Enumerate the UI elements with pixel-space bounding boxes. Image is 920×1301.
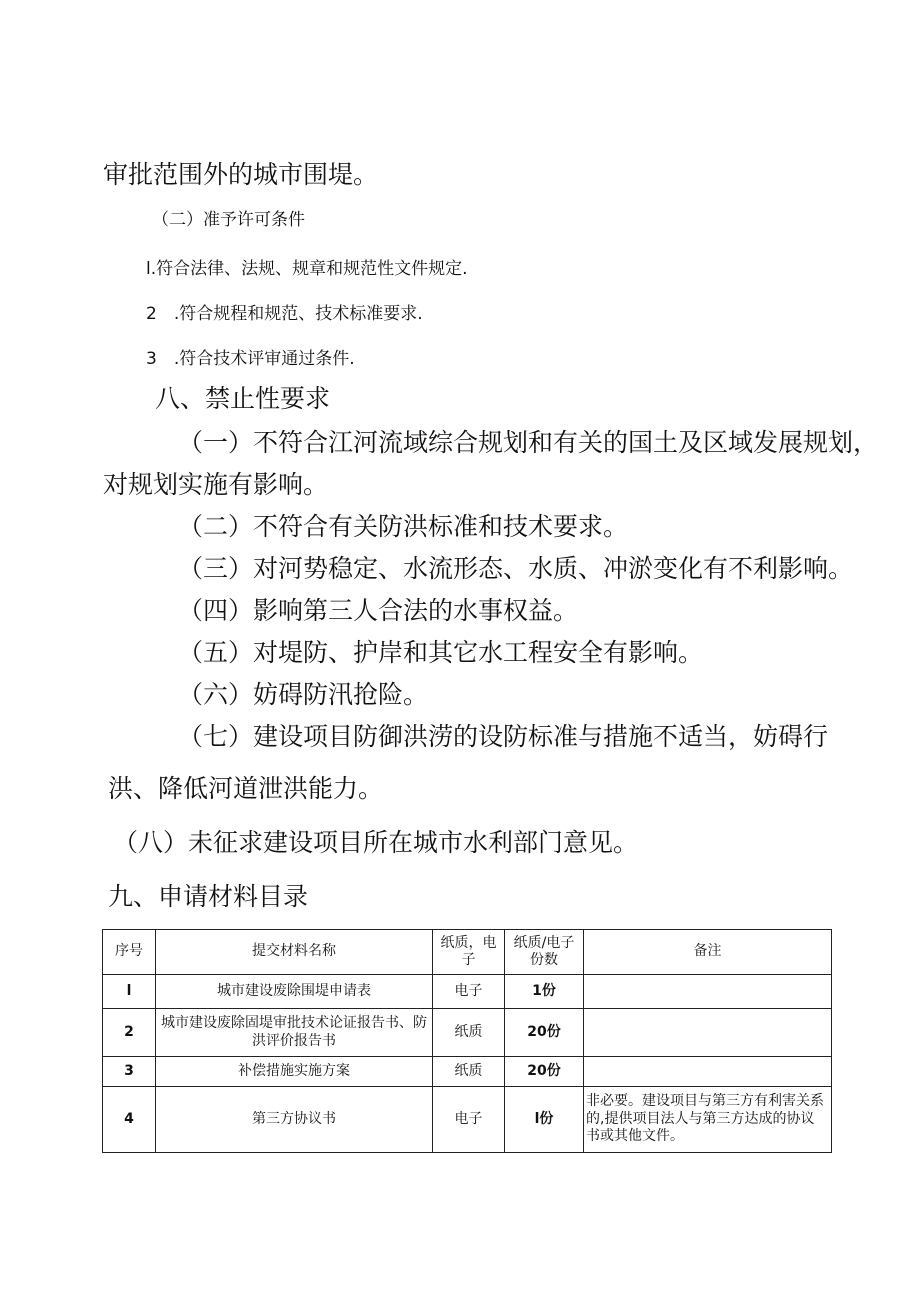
header-notes: 备注	[584, 930, 832, 975]
table-header-row	[103, 930, 832, 975]
subheading-approval-conditions: （二）准予许可条件	[152, 210, 305, 230]
cell-copies: l份	[505, 1087, 584, 1153]
header-index: 序号	[103, 930, 156, 975]
cell-notes	[584, 1057, 832, 1087]
table-row	[103, 1009, 832, 1057]
cell-format: 电子	[433, 975, 505, 1009]
section-heading-materials: 九、申请材料目录	[108, 882, 309, 911]
prohibition-item-6: （六）妨碍防汛抢险。	[178, 680, 429, 709]
prohibition-item-2: （二）不符合有关防洪标准和技术要求。	[178, 512, 629, 541]
cell-format: 纸质	[433, 1057, 505, 1087]
header-format: 纸质，电子	[433, 930, 505, 975]
cell-material-name: 补偿措施实施方案	[156, 1057, 433, 1087]
cell-material-name: 第三方协议书	[156, 1087, 433, 1153]
cell-index: 2	[103, 1009, 156, 1057]
cell-index: 3	[103, 1057, 156, 1087]
cell-copies: 20份	[505, 1057, 584, 1087]
prohibition-item-3: （三）对河势稳定、水流形态、水质、冲淤变化有不利影响。	[178, 554, 854, 583]
cell-notes: 非必要。建设项目与第三方有利害关系的,提供项目法人与第三方达成的协议书或其他文件。	[584, 1087, 832, 1153]
table-row	[103, 975, 832, 1009]
text-line-scope-end: 审批范围外的城市围堤。	[103, 160, 379, 189]
cell-notes	[584, 1009, 832, 1057]
condition-item-2: 2 .符合规程和规范、技术标准要求.	[146, 304, 423, 324]
cell-copies: 20份	[505, 1009, 584, 1057]
prohibition-item-1-cont: 对规划实施有影响。	[103, 470, 329, 499]
header-copies: 纸质/电子份数	[505, 930, 584, 975]
cell-format: 纸质	[433, 1009, 505, 1057]
cell-format: 电子	[433, 1087, 505, 1153]
condition-item-1: l.符合法律、法规、规章和规范性文件规定.	[146, 259, 468, 279]
table-row	[103, 1087, 832, 1153]
section-heading-prohibitions: 八、禁止性要求	[155, 384, 331, 413]
header-material-name: 提交材料名称	[156, 930, 433, 975]
cell-material-name: 城市建设废除围堤申请表	[156, 975, 433, 1009]
table-row	[103, 1057, 832, 1087]
prohibition-item-4: （四）影响第三人合法的水事权益。	[178, 596, 579, 625]
prohibition-item-1: （一）不符合江河流域综合规划和有关的国土及区域发展规划，	[178, 428, 879, 457]
cell-material-name: 城市建设废除固堤审批技术论证报告书、防洪评价报告书	[156, 1009, 433, 1057]
prohibition-item-8: （八）未征求建设项目所在城市水利部门意见。	[113, 828, 639, 857]
cell-notes	[584, 975, 832, 1009]
condition-item-3: 3 .符合技术评审通过条件.	[146, 349, 355, 369]
prohibition-item-7-cont: 洪、降低河道泄洪能力。	[108, 774, 384, 803]
cell-copies: 1份	[505, 975, 584, 1009]
cell-index: l	[103, 975, 156, 1009]
prohibition-item-7: （七）建设项目防御洪涝的设防标准与措施不适当，妨碍行	[178, 722, 829, 751]
materials-table	[102, 929, 832, 1153]
cell-index: 4	[103, 1087, 156, 1153]
prohibition-item-5: （五）对堤防、护岸和其它水工程安全有影响。	[178, 638, 704, 667]
